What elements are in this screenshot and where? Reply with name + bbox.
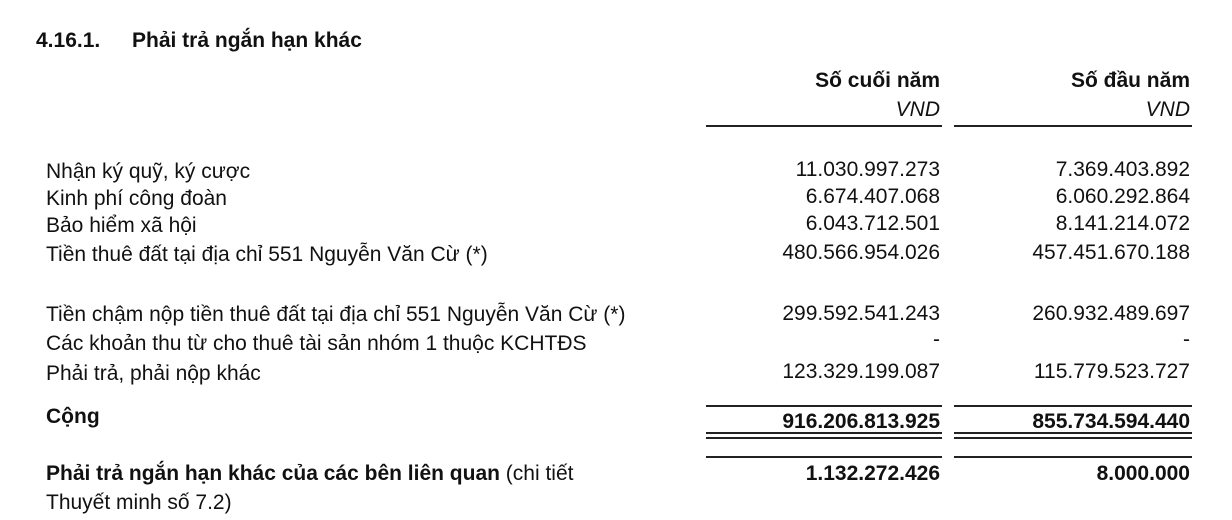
section-title: Phải trả ngắn hạn khác (132, 29, 362, 52)
row-value-current: 11.030.997.273 (795, 158, 940, 181)
row-label: Tiền chậm nộp tiền thuê đất tại địa chỉ 551 Nguyễn Văn Cừ (*) (46, 303, 626, 326)
related-value-previous: 8.000.000 (1096, 462, 1190, 485)
row-value-previous: 457.451.670.188 (1032, 241, 1190, 264)
column-unit-current: VND (895, 98, 940, 121)
total-value-current: 916.206.813.925 (782, 410, 940, 433)
header-rule-current (706, 125, 942, 127)
total-label: Cộng (46, 405, 100, 428)
total-double-rule-previous (954, 432, 1192, 434)
total-double-rule-current-2 (706, 437, 942, 439)
total-top-rule-current (706, 405, 942, 407)
row-value-previous: - (1183, 328, 1190, 351)
row-label: Tiền thuê đất tại địa chỉ 551 Nguyễn Văn Cừ (*) (46, 243, 488, 266)
row-label: Kinh phí công đoàn (46, 187, 227, 210)
row-value-previous: 7.369.403.892 (1055, 158, 1190, 181)
related-top-rule-previous (954, 456, 1192, 458)
row-value-current: 123.329.199.087 (782, 360, 940, 383)
row-label: Phải trả, phải nộp khác (46, 362, 261, 385)
row-value-previous: 6.060.292.864 (1055, 185, 1190, 208)
row-value-current: 299.592.541.243 (782, 302, 940, 325)
related-label (46, 462, 574, 486)
row-value-previous: 115.779.523.727 (1033, 360, 1190, 383)
column-unit-previous: VND (1145, 98, 1190, 121)
row-value-current: 6.674.407.068 (805, 185, 940, 208)
related-label-line2: Thuyết minh số 7.2) (46, 491, 232, 514)
row-value-current: 480.566.954.026 (782, 241, 940, 264)
column-header-current: Số cuối năm (815, 69, 940, 92)
column-header-previous: Số đầu năm (1070, 69, 1190, 92)
section-number: 4.16.1. (36, 29, 101, 52)
related-label-bold: Phải trả ngắn hạn khác của các bên liên quan (46, 462, 500, 485)
row-label: Các khoản thu từ cho thuê tài sản nhóm 1 thuộc KCHTĐS (46, 332, 587, 355)
row-value-current: 6.043.712.501 (805, 212, 940, 235)
row-label: Bảo hiểm xã hội (46, 214, 197, 237)
row-value-previous: 8.141.214.072 (1055, 212, 1190, 235)
header-rule-previous (954, 125, 1192, 127)
related-value-current: 1.132.272.426 (805, 462, 940, 485)
total-double-rule-previous-2 (954, 437, 1192, 439)
total-top-rule-previous (954, 405, 1192, 407)
total-double-rule-current (706, 432, 942, 434)
total-value-previous: 855.734.594.440 (1032, 410, 1190, 433)
row-label: Nhận ký quỹ, ký cược (46, 160, 251, 183)
related-top-rule-current (706, 456, 942, 458)
row-value-previous: 260.932.489.697 (1032, 302, 1190, 325)
related-label-rest: (chi tiết (499, 462, 574, 485)
row-value-current: - (933, 328, 940, 351)
